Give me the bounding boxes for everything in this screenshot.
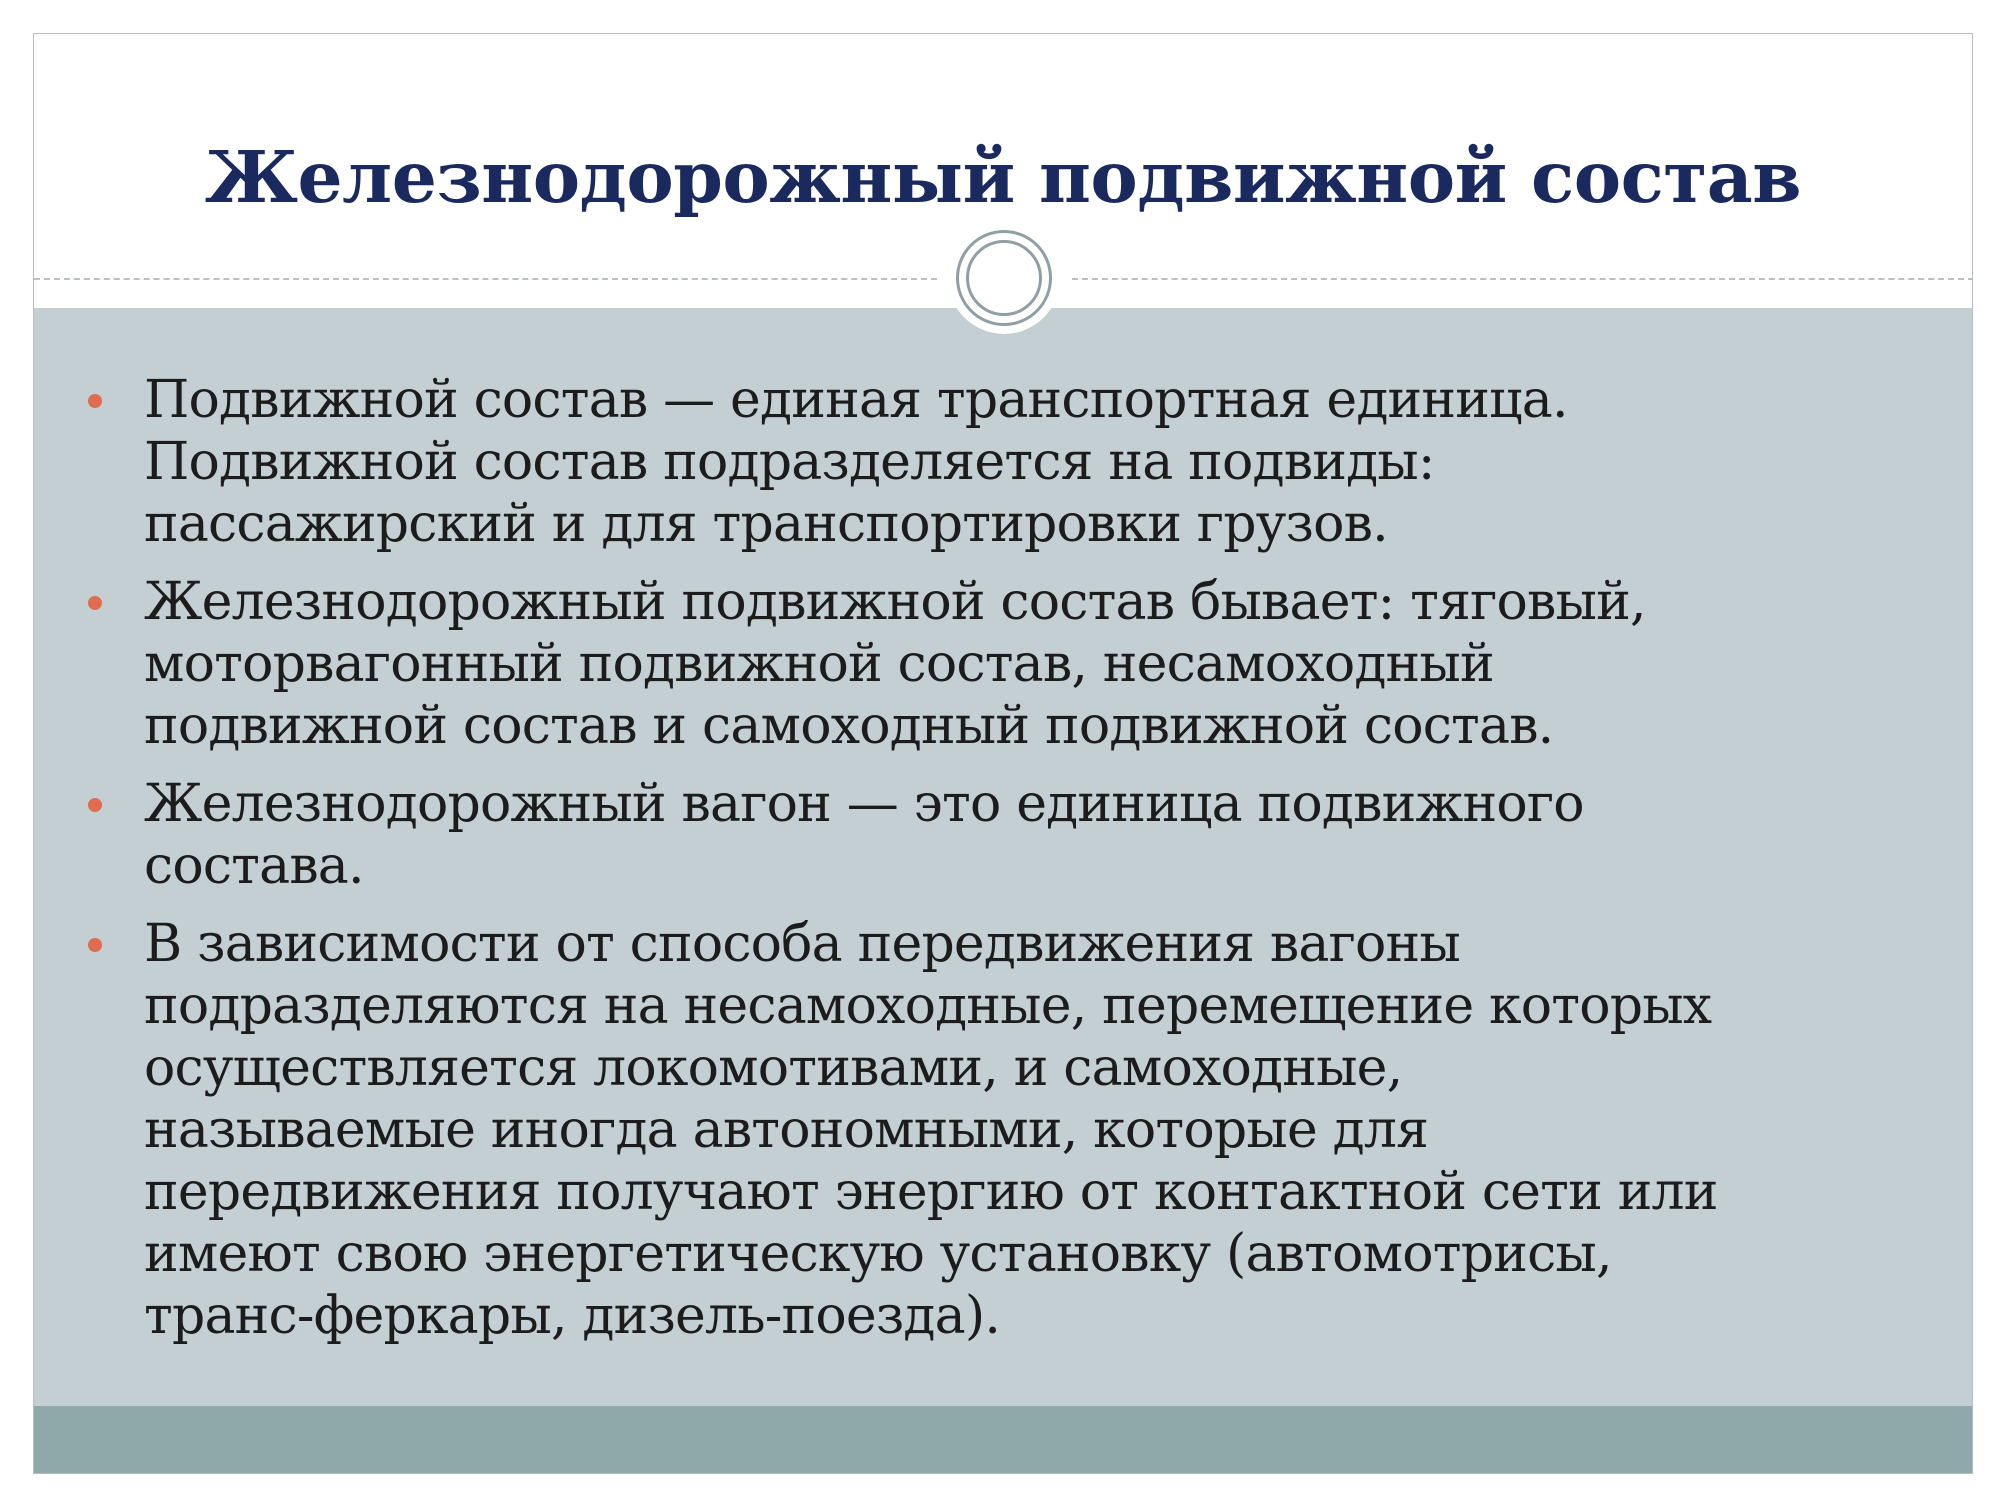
bullet-dot-icon <box>88 596 102 610</box>
bullet-line: Железнодорожный подвижной состав бывает: тяговый, <box>144 572 1646 632</box>
bullet-line: осуществляется локомотивами, и самоходные, <box>144 1038 1403 1098</box>
bullet-line: подвижной состав и самоходный подвижной состав. <box>144 696 1554 756</box>
bullet-line: В зависимости от способа передвижения вагоны <box>144 914 1460 974</box>
bullet-line: называемые иногда автономными, которые для <box>144 1100 1429 1160</box>
ornament-inner-ring <box>966 240 1042 316</box>
divider-line-right <box>1072 278 1973 280</box>
slide <box>33 33 1973 1474</box>
bullet-line: Подвижной состав подразделяется на подвиды: <box>144 432 1435 492</box>
bottom-band <box>34 1406 1972 1474</box>
slide-title: Железнодорожный подвижной состав <box>204 135 1802 219</box>
bullet-line: транс-феркары, дизель-поезда). <box>144 1286 1001 1346</box>
bullet-line: Подвижной состав — единая транспортная единица. <box>144 370 1568 430</box>
bullet-item <box>144 369 1934 555</box>
bullet-line: передвижения получают энергию от контактной сети или <box>144 1162 1718 1222</box>
bullet-dot-icon <box>88 394 102 408</box>
bullet-line: Железнодорожный вагон — это единица подвижного <box>144 774 1584 834</box>
bullet-dot-icon <box>88 938 102 952</box>
bullet-line: имеют свою энергетическую установку (автомотрисы, <box>144 1224 1612 1284</box>
divider-line-left <box>34 278 937 280</box>
bullet-line: подразделяются на несамоходные, перемещение которых <box>144 976 1712 1036</box>
bullet-item <box>144 571 1934 757</box>
bullet-line: пассажирский и для транспортировки грузов. <box>144 494 1388 554</box>
bullet-item <box>144 773 1934 897</box>
bullet-line: моторвагонный подвижной состав, несамоходный <box>144 634 1494 694</box>
bullet-item <box>144 913 1934 1347</box>
bullet-line: состава. <box>144 836 364 896</box>
bullet-list <box>144 369 1934 1363</box>
bullet-dot-icon <box>88 798 102 812</box>
